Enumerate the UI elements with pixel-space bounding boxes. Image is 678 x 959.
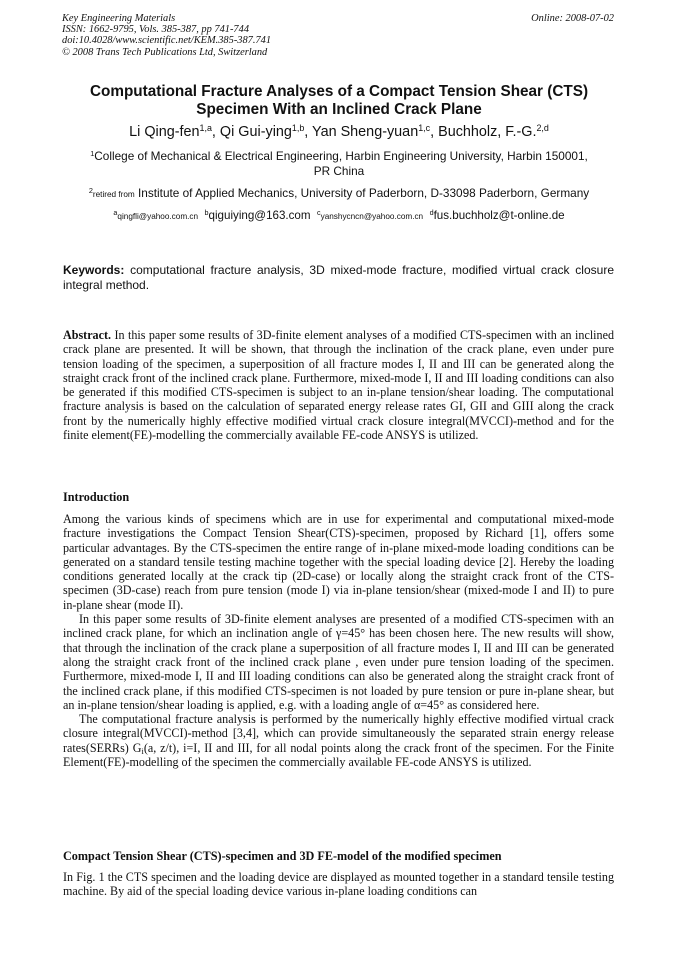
title-line-1: Computational Fracture Analyses of a Compact Tension Shear (CTS) — [89, 83, 589, 100]
abstract-text: In this paper some results of 3D-finite element analyses of a modified CTS-specimen with an inclined crack plane are presented. It will be shown, that through the inclination of the crack plane, even under pure tension loading of the specimen, a superposition of all fracture modes I, II and III can be generated along the straight crack front of the inclined crack plane. Furthermore, mixed-mode I, II and III loading conditions can also be generated if this modified CTS-specimen is subject to an in-plane tension/shear loading. The computational fracture analysis is based on the calculation of separated energy release rates GI, GII and GIII along the crack front by the numerically highly effective modified virtual crack closure integral(MVCCI)-method and for the finite element(FE)-modelling the commercially available FE-code ANSYS is utilized. — [63, 328, 614, 443]
journal-header — [62, 13, 271, 58]
email-list — [60, 208, 618, 224]
affiliation-2: $^2$retired from Institute of Applied Mechanics, University of Paderborn, D-33098 Paderborn, Germany — [88, 185, 590, 200]
paragraph: The computational fracture analysis is performed by the numerically highly effective modified virtual crack closure integral(MVCCI)-method [3,4], which can provide simultaneously the separated strain energy release rates(SERRs) $G_i(a$, z/t), i=I, II and III, for all nodal points along the crack front of the specimen. For the Finite Element(FE)-modelling of the specimen the commercially available FE-code ANSYS is utilized. — [63, 712, 615, 770]
paragraph: Among the various kinds of specimens which are in use for experimental and computational mixed-mode fracture investigations the Compact Tension Shear(CTS)-specimen, proposed by Richard [1], offers some particular advantages. By the CTS-specimen the entire range of in-plane mixed-mode loading conditions can be generated on a standard tensile testing machine together with the special loading device [2]. Hereby the loading conditions generated locally at the crack tip (2D-case) or locally along the straight crack front of the CTS-specimen (3D-case) reach from pure tension (mode I) via in-plane tension/shear (mixed-mode I and II) to pure in-plane shear (mode II). — [63, 512, 614, 612]
cts-section-body — [63, 870, 614, 899]
section-heading-introduction: Introduction — [63, 490, 130, 504]
keywords-label: Keywords: — [63, 263, 125, 277]
abstract-label: Abstract. — [63, 328, 112, 342]
email-a[interactable]: $^a$qingfli@yahoo.com.cn — [113, 208, 199, 221]
keywords — [63, 263, 614, 293]
section-heading-cts: Compact Tension Shear (CTS)-specimen and 3D FE-model of the modified specimen — [63, 849, 502, 863]
author: Yan Sheng-yuan$^{1,c}$, — [312, 123, 439, 140]
paper-title — [60, 83, 618, 119]
title-line-2: Specimen With an Inclined Crack Plane — [196, 101, 482, 118]
copyright-line: © 2008 Trans Tech Publications Ltd, Switzerland — [62, 46, 268, 58]
paragraph: In Fig. 1 the CTS specimen and the loading device are displayed as mounted together in a standard tensile testing machine. By aid of the special loading device various in-plane loading conditions can — [63, 870, 614, 899]
abstract — [63, 328, 614, 442]
author: Qi Gui-ying$^{1,b}$, — [219, 123, 313, 140]
keywords-text: computational fracture analysis, 3D mixed-mode fracture, modified virtual crack closure integral method. — [63, 263, 614, 292]
affiliation-1: $^1$College of Mechanical & Electrical Engineering, Harbin Engineering University, Harbin 150001, PR China — [90, 148, 588, 178]
author-list — [40, 123, 638, 141]
journal-name: Key Engineering Materials — [62, 13, 176, 24]
author: Buchholz, F.-G.$^{2,d}$ — [438, 123, 549, 140]
doi-line: doi:10.4028/www.scientific.net/KEM.385-387.741 — [62, 35, 272, 47]
email-b[interactable]: $^b$qiguiying@163.com — [204, 208, 311, 222]
issn-line: ISSN: 1662-9795, Vols. 385-387, pp 741-744 — [62, 24, 250, 36]
author: Li Qing-fen$^{1,a}$, — [129, 123, 220, 140]
paragraph: In this paper some results of 3D-finite element analyses are presented of a modified CTS-specimen with an inclined crack plane, for which an inclination angle of γ=45° has been chosen here. The new results will show, that through the inclination of the crack plane a superposition of all fracture modes I, II and III can be generated along the straight crack front of the inclined crack plane , even under pure tension loading of the specimen. Furthermore, mixed-mode I, II and III loading conditions can also be generated along the straight crack front of the inclined crack plane, if this modified CTS-specimen is not loaded by pure tension or pure in-plane shear, but an in-plane tension/shear loading is applied, e.g. with a loading angle of α=45° as considered here. — [63, 612, 614, 712]
online-date: Online: 2008-07-02 — [531, 13, 614, 24]
introduction-body — [63, 512, 614, 769]
email-d[interactable]: $^d$fus.buchholz@t-online.de — [429, 208, 565, 222]
email-c[interactable]: $^c$yanshycncn@yahoo.com.cn — [317, 208, 424, 221]
